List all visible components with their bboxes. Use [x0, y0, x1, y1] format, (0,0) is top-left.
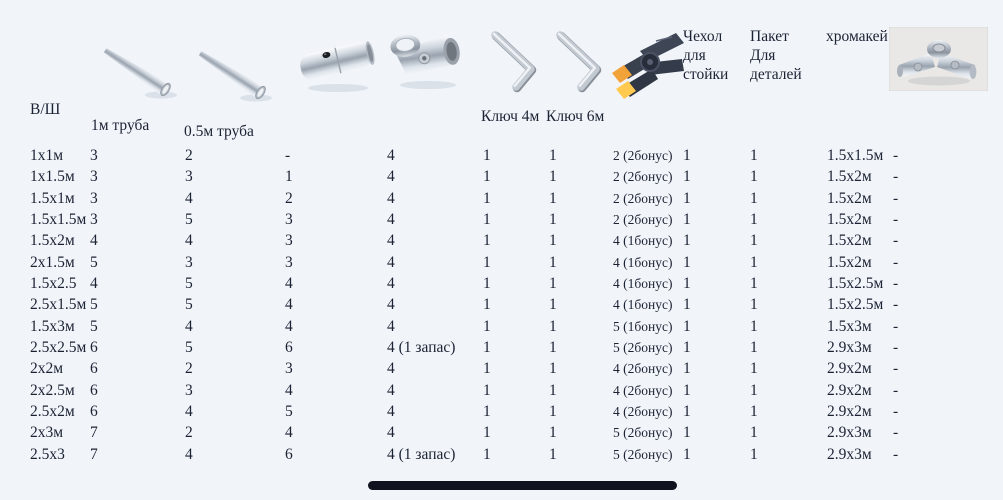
cell-tube05: 5 [185, 296, 193, 314]
table-row [0, 403, 1003, 424]
cell-tube1: 5 [90, 253, 98, 271]
cell-clamp: 2 (2бонус) [613, 190, 673, 206]
cell-cover: 1 [683, 445, 691, 463]
cell-tube1: 3 [90, 211, 98, 228]
cell-packet: 1 [750, 147, 758, 164]
cell-extra: - [893, 424, 899, 442]
cell-cover: 1 [683, 147, 691, 164]
table-row [0, 382, 1003, 403]
cell-chroma: 1.5х1.5м [827, 147, 884, 164]
table-row [0, 211, 1003, 232]
cell-cross: 4 [387, 275, 395, 292]
table-row [0, 318, 1003, 339]
cell-cover: 1 [683, 211, 691, 228]
cell-clamp: 5 (2бонус) [613, 340, 673, 355]
table-row [0, 190, 1003, 211]
header-stand-cover-line2: для [683, 47, 706, 64]
cell-packet: 1 [750, 211, 758, 228]
header-stand-cover [683, 27, 728, 84]
cell-chroma: 1.5х2м [827, 189, 872, 207]
tee-connector-photo [388, 24, 464, 92]
cell-tube05: 3 [185, 381, 193, 399]
cell-packet: 1 [750, 403, 758, 420]
cell-cover: 1 [683, 296, 691, 314]
cell-key6: 1 [549, 189, 557, 207]
cell-cover: 1 [683, 381, 691, 399]
cell-clamp: 5 (1бонус) [613, 318, 673, 334]
cell-tube05: 2 [185, 424, 193, 442]
cell-key6: 1 [549, 253, 557, 271]
cell-cross: 4 [387, 232, 395, 250]
cell-extra: - [893, 168, 899, 186]
cell-size: 2х3м [30, 424, 64, 442]
cell-tube05: 4 [185, 317, 193, 335]
cell-coupler: 3 [285, 253, 293, 271]
cell-clamp: 4 (2бонус) [613, 382, 673, 398]
cell-packet: 1 [750, 317, 758, 335]
header-parts-packet-line1: Пакет [750, 28, 789, 45]
cell-key6: 1 [549, 360, 557, 378]
table-row [0, 275, 1003, 296]
cell-chroma: 1.5х2.5м [827, 296, 884, 314]
cell-chroma: 2.9х3м [827, 339, 872, 356]
cell-clamp: 4 (1бонус) [613, 254, 673, 270]
cell-cross: 4 [387, 189, 395, 207]
pipe-1m-photo [95, 44, 180, 102]
cell-size: 1х1м [30, 147, 64, 164]
cell-coupler: 3 [285, 360, 293, 378]
cell-size: 1.5х2.5 [30, 275, 77, 292]
cell-chroma: 2.9х2м [827, 403, 872, 420]
cell-cross: 4 [387, 147, 395, 164]
hex-key-6-photo [550, 29, 608, 95]
cell-size: 1.5х1.5м [30, 211, 87, 228]
cell-size: 2х2.5м [30, 381, 75, 399]
cell-size: 2х2м [30, 360, 64, 378]
cell-size: 1.5х2м [30, 232, 75, 250]
cell-key4: 1 [483, 317, 491, 335]
cell-tube1: 5 [90, 296, 98, 314]
cell-packet: 1 [750, 339, 758, 356]
cell-extra: - [893, 381, 899, 399]
cell-cross: 4 (1 запас) [387, 445, 456, 463]
spring-clamp-photo [606, 29, 686, 103]
cell-coupler: 3 [285, 232, 293, 250]
cell-packet: 1 [750, 360, 758, 378]
table-row [0, 232, 1003, 253]
cell-size: 2.5х2.5м [30, 339, 87, 356]
cell-extra: - [893, 147, 899, 164]
cell-tube1: 4 [90, 275, 98, 292]
cell-clamp: 5 (2бонус) [613, 446, 673, 462]
cell-cover: 1 [683, 339, 691, 356]
cell-key6: 1 [549, 403, 557, 420]
cell-cover: 1 [683, 168, 691, 186]
cell-key4: 1 [483, 424, 491, 442]
cell-extra: - [893, 253, 899, 271]
cell-chroma: 1.5х2м [827, 168, 872, 186]
cell-chroma: 2.9х3м [827, 445, 872, 463]
cell-clamp: 2 (2бонус) [613, 212, 673, 227]
cell-extra: - [893, 339, 899, 356]
cell-key4: 1 [483, 339, 491, 356]
cell-key6: 1 [549, 381, 557, 399]
cell-tube1: 6 [90, 403, 98, 420]
cell-key6: 1 [549, 168, 557, 186]
cell-cover: 1 [683, 424, 691, 442]
cell-cross: 4 [387, 211, 395, 228]
cell-key6: 1 [549, 424, 557, 442]
header-chromakey: хромакей [826, 28, 888, 45]
cell-key4: 1 [483, 403, 491, 420]
cell-coupler: - [285, 147, 291, 164]
header-key-4: Ключ 4м [481, 108, 540, 125]
cell-extra: - [893, 445, 899, 463]
header-stand-cover-line3: стойки [683, 66, 729, 83]
cell-tube05: 4 [185, 445, 193, 463]
table-row [0, 168, 1003, 189]
cell-packet: 1 [750, 189, 758, 207]
cell-coupler: 1 [285, 168, 293, 186]
cell-coupler: 4 [285, 317, 293, 335]
cell-key4: 1 [483, 211, 491, 228]
cell-coupler: 4 [285, 296, 293, 314]
cell-tube05: 3 [185, 168, 193, 186]
cell-key4: 1 [483, 296, 491, 314]
cell-clamp: 4 (1бонус) [613, 233, 673, 249]
cell-key4: 1 [483, 445, 491, 463]
cell-cross: 4 (1 запас) [387, 339, 456, 356]
cell-tube1: 7 [90, 424, 98, 442]
cell-tube05: 5 [185, 339, 193, 356]
table-row [0, 360, 1003, 381]
cell-tube05: 5 [185, 275, 193, 292]
cell-tube1: 6 [90, 339, 98, 356]
table-row [0, 424, 1003, 445]
cell-tube05: 4 [185, 403, 193, 420]
cell-packet: 1 [750, 232, 758, 250]
cell-key4: 1 [483, 189, 491, 207]
cell-clamp: 2 (2бонус) [613, 148, 673, 163]
cell-tube05: 2 [185, 360, 193, 378]
cell-cover: 1 [683, 232, 691, 250]
cell-chroma: 1.5х2м [827, 253, 872, 271]
cell-tube1: 5 [90, 317, 98, 335]
cell-key6: 1 [549, 339, 557, 356]
cell-tube1: 6 [90, 381, 98, 399]
cell-cross: 4 [387, 168, 395, 186]
cell-key4: 1 [483, 275, 491, 292]
cell-tube05: 2 [185, 147, 193, 164]
cell-coupler: 5 [285, 403, 293, 420]
cell-key4: 1 [483, 147, 491, 164]
header-tube-05m: 0.5м труба [184, 123, 254, 140]
cell-tube1: 3 [90, 147, 98, 164]
table-row [0, 296, 1003, 317]
cell-extra: - [893, 403, 899, 420]
cell-extra: - [893, 275, 899, 292]
cell-packet: 1 [750, 253, 758, 271]
cell-extra: - [893, 360, 899, 378]
header-rowcol: В/Ш [30, 101, 61, 118]
header-parts-packet-line3: деталей [750, 66, 802, 83]
tube-coupler-photo [294, 30, 378, 96]
cell-cover: 1 [683, 403, 691, 420]
header-tube-1m: 1м труба [91, 117, 150, 134]
cell-cover: 1 [683, 275, 691, 292]
cell-size: 1х1.5м [30, 168, 75, 186]
hex-key-4-photo [485, 29, 543, 95]
cell-tube1: 3 [90, 189, 98, 207]
cell-packet: 1 [750, 275, 758, 292]
cell-coupler: 3 [285, 211, 293, 228]
cell-key4: 1 [483, 253, 491, 271]
cell-size: 1.5х3м [30, 317, 75, 335]
cell-key4: 1 [483, 232, 491, 250]
cell-key6: 1 [549, 296, 557, 314]
cell-key4: 1 [483, 360, 491, 378]
cell-cross: 4 [387, 253, 395, 271]
pipe-05m-photo [190, 47, 275, 105]
cell-tube05: 4 [185, 189, 193, 207]
home-indicator[interactable] [368, 481, 677, 490]
cell-tube05: 4 [185, 232, 193, 250]
cell-coupler: 6 [285, 339, 293, 356]
cell-key6: 1 [549, 211, 557, 228]
cell-chroma: 2.9х3м [827, 424, 872, 442]
header-stand-cover-line1: Чехол [683, 28, 723, 45]
cell-chroma: 1.5х3м [827, 317, 872, 335]
cell-cross: 4 [387, 317, 395, 335]
table-row [0, 147, 1003, 168]
cell-clamp: 5 (2бонус) [613, 425, 673, 441]
cell-chroma: 2.9х2м [827, 381, 872, 399]
cell-key4: 1 [483, 381, 491, 399]
cell-size: 2.5х2м [30, 403, 75, 420]
cell-tube1: 7 [90, 445, 98, 463]
cell-size: 2.5х1.5м [30, 296, 87, 314]
cell-tube1: 4 [90, 232, 98, 250]
cell-packet: 1 [750, 445, 758, 463]
cell-key6: 1 [549, 232, 557, 250]
cell-key6: 1 [549, 147, 557, 164]
cell-chroma: 2.9х2м [827, 360, 872, 378]
cell-packet: 1 [750, 424, 758, 442]
cell-packet: 1 [750, 296, 758, 314]
cell-coupler: 4 [285, 424, 293, 442]
cell-cross: 4 [387, 424, 395, 442]
cell-packet: 1 [750, 381, 758, 399]
corner-connector-photo [889, 27, 988, 91]
cell-cross: 4 [387, 381, 395, 399]
cell-chroma: 1.5х2м [827, 211, 872, 228]
cell-size: 2х1.5м [30, 253, 75, 271]
cell-size: 1.5х1м [30, 189, 75, 207]
table-row [0, 254, 1003, 275]
cell-cover: 1 [683, 317, 691, 335]
cell-packet: 1 [750, 168, 758, 186]
cell-tube05: 3 [185, 253, 193, 271]
cell-extra: - [893, 317, 899, 335]
cell-coupler: 4 [285, 275, 293, 292]
cell-tube1: 6 [90, 360, 98, 378]
cell-extra: - [893, 189, 899, 207]
cell-clamp: 4 (1бонус) [613, 297, 673, 313]
cell-chroma: 1.5х2м [827, 232, 872, 250]
cell-key6: 1 [549, 317, 557, 335]
cell-clamp: 4 (2бонус) [613, 404, 673, 419]
cell-key6: 1 [549, 445, 557, 463]
header-parts-packet [750, 27, 802, 84]
cell-key4: 1 [483, 168, 491, 186]
cell-chroma: 1.5х2.5м [827, 275, 884, 292]
cell-extra: - [893, 211, 899, 228]
cell-size: 2.5х3 [30, 445, 65, 463]
cell-key6: 1 [549, 275, 557, 292]
cell-extra: - [893, 296, 899, 314]
cell-clamp: 4 (2бонус) [613, 361, 673, 377]
cell-cover: 1 [683, 360, 691, 378]
cell-clamp: 4 (1бонус) [613, 276, 673, 291]
cell-cross: 4 [387, 403, 395, 420]
cell-coupler: 2 [285, 189, 293, 207]
cell-coupler: 6 [285, 445, 293, 463]
cell-extra: - [893, 232, 899, 250]
table-row [0, 339, 1003, 360]
cell-tube1: 3 [90, 168, 98, 186]
header-key-6: Ключ 6м [546, 108, 605, 125]
cell-coupler: 4 [285, 381, 293, 399]
cell-cover: 1 [683, 253, 691, 271]
table-row [0, 446, 1003, 467]
cell-cross: 4 [387, 296, 395, 314]
cell-cover: 1 [683, 189, 691, 207]
header-parts-packet-line2: Для [750, 47, 776, 64]
cell-clamp: 2 (2бонус) [613, 169, 673, 185]
cell-cross: 4 [387, 360, 395, 378]
cell-tube05: 5 [185, 211, 193, 228]
